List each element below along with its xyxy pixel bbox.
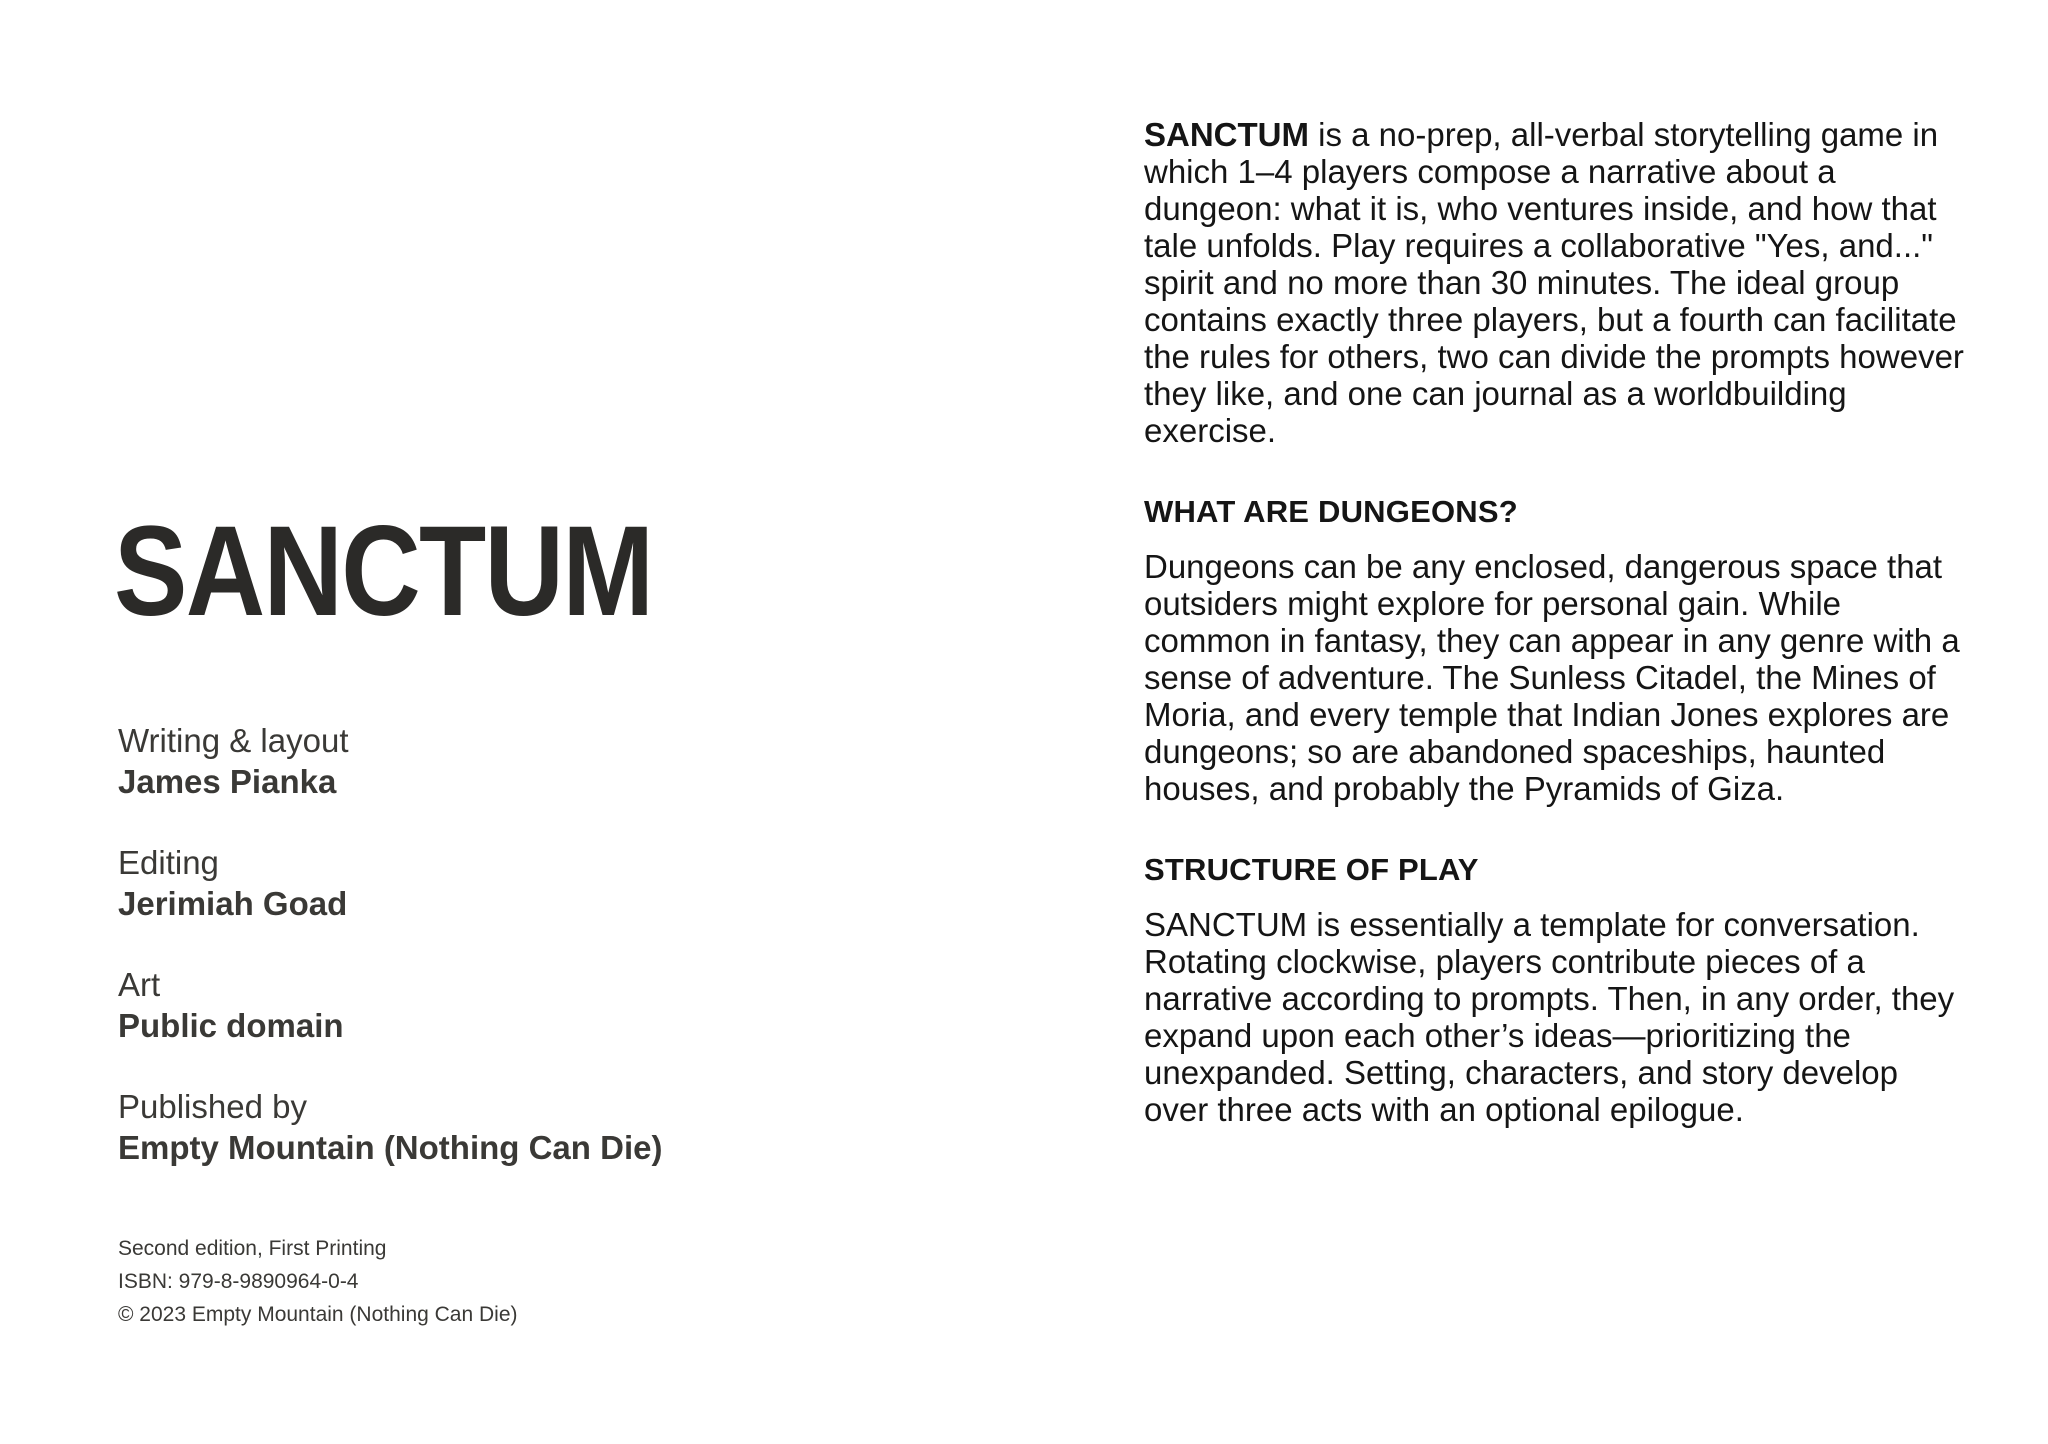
edition-line: Second edition, First Printing — [118, 1237, 387, 1260]
intro-lead: SANCTUM — [1144, 116, 1309, 153]
credit-writing — [118, 720, 878, 802]
credit-name: Empty Mountain (Nothing Can Die) — [118, 1129, 663, 1166]
credit-name: James Pianka — [118, 763, 337, 800]
credit-role: Published by — [118, 1088, 307, 1125]
credit-role: Writing & layout — [118, 722, 349, 759]
credit-role: Art — [118, 966, 161, 1003]
body-text — [1144, 116, 1964, 1172]
copyright-line: © 2023 Empty Mountain (Nothing Can Die) — [118, 1303, 518, 1326]
credit-name: Jerimiah Goad — [118, 885, 348, 922]
section-heading-dungeons: WHAT ARE DUNGEONS? — [1144, 494, 1518, 529]
credit-name: Public domain — [118, 1007, 344, 1044]
isbn-line: ISBN: 979-8-9890964-0-4 — [118, 1270, 359, 1293]
right-page — [1024, 0, 2048, 1444]
credit-role: Editing — [118, 844, 219, 881]
credit-editing — [118, 842, 878, 924]
credit-art — [118, 964, 878, 1046]
section-body-structure: SANCTUM is essentially a template for conversation. Rotating clockwise, players contribute pieces of a narrative according to prompts. Then, in any order, they expand upon each other’s ideas—prioritizing the unexpanded. Setting, characters, and story develop over three acts with an optional epilogue. — [1144, 906, 1955, 1128]
credits — [118, 720, 878, 1208]
book-title: SANCTUM — [114, 500, 653, 643]
intro-paragraph — [1144, 116, 1964, 449]
intro-text: is a no-prep, all-verbal storytelling game in which 1–4 players compose a narrative about a dungeon: what it is, who ventures inside, and how that tale unfolds. Play requires a collaborative "Yes, and..." spirit and no more than 30 minutes. The ideal group contains exactly three players, but a fourth can facilitate the rules for others, two can divide the prompts however they like, and one can journal as a worldbuilding exercise. — [1144, 116, 1964, 449]
credit-publisher — [118, 1086, 878, 1168]
imprint — [118, 1232, 518, 1331]
section-body-dungeons: Dungeons can be any enclosed, dangerous space that outsiders might explore for personal gain. While common in fantasy, they can appear in any genre with a sense of adventure. The Sunless Citadel, the Mines of Moria, and every temple that Indian Jones explores are dungeons; so are abandoned spaceships, haunted houses, and probably the Pyramids of Giza. — [1144, 548, 1960, 807]
section-heading-structure: STRUCTURE OF PLAY — [1144, 852, 1479, 887]
